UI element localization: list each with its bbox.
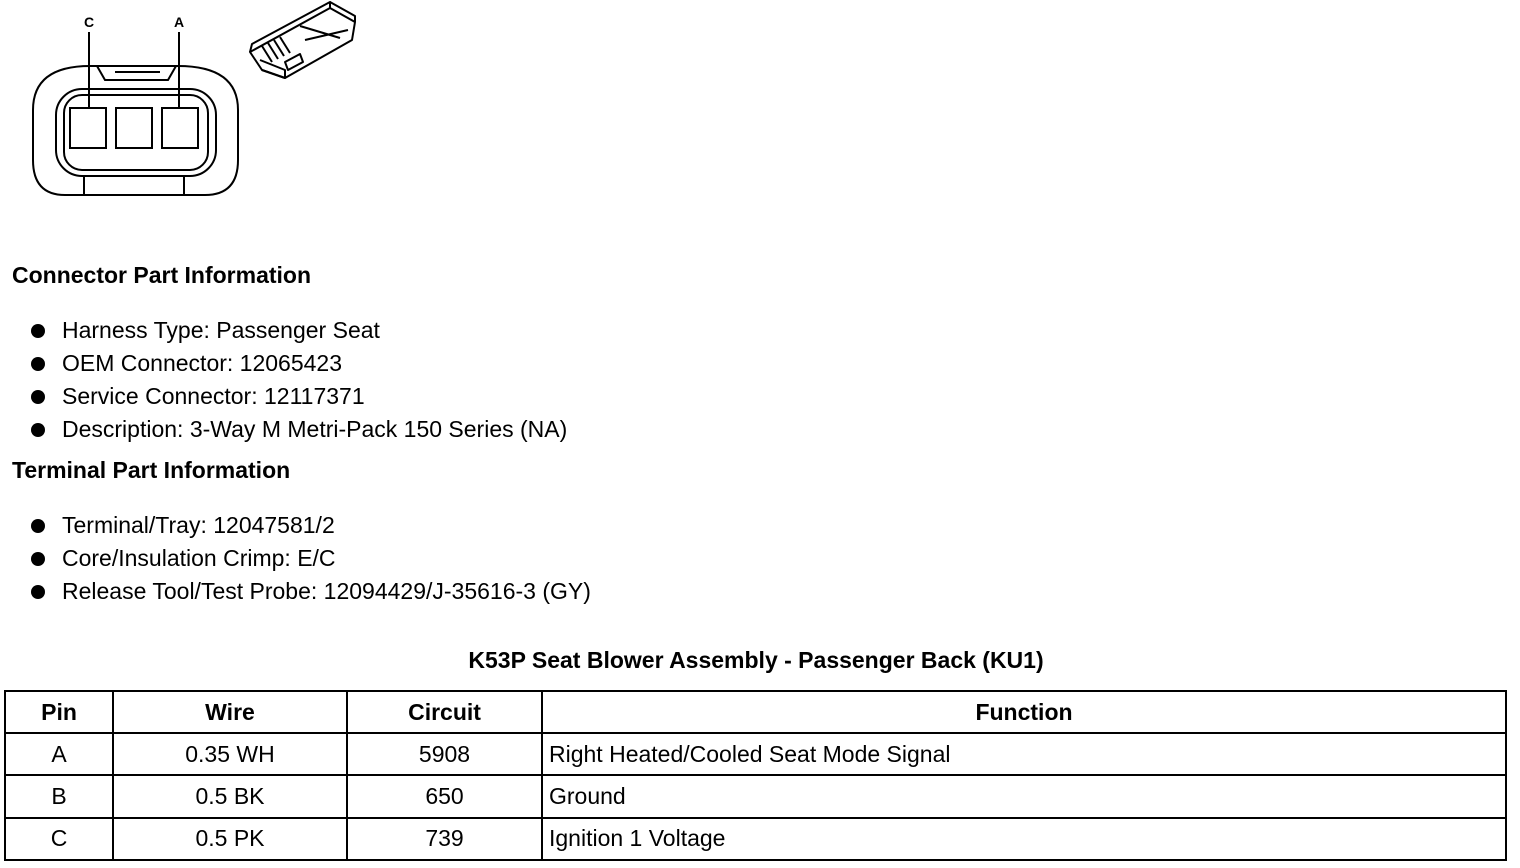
connector-part-info-list — [30, 314, 567, 446]
list-item: Core/Insulation Crimp: E/C — [30, 542, 591, 575]
pin-table — [4, 690, 1507, 861]
list-item: Description: 3-Way M Metri-Pack 150 Series (NA) — [30, 413, 567, 446]
terminal-part-info-list — [30, 509, 591, 608]
bullet-icon — [31, 390, 45, 404]
cell-circuit: 5908 — [347, 733, 542, 775]
bullet-icon — [31, 357, 45, 371]
bullet-icon — [31, 552, 45, 566]
column-header-wire: Wire — [113, 691, 347, 733]
pin-label-a: A — [174, 14, 185, 30]
column-header-pin: Pin — [5, 691, 113, 733]
cell-pin: C — [5, 818, 113, 860]
table-row — [5, 775, 1506, 817]
bullet-icon — [31, 324, 45, 338]
cell-wire: 0.5 PK — [113, 818, 347, 860]
table-row — [5, 818, 1506, 860]
connector-face-view — [33, 32, 238, 195]
cell-wire: 0.35 WH — [113, 733, 347, 775]
column-header-circuit: Circuit — [347, 691, 542, 733]
pin-label-c: C — [84, 14, 95, 30]
cell-circuit: 650 — [347, 775, 542, 817]
cell-pin: B — [5, 775, 113, 817]
connector-diagram — [0, 0, 380, 215]
list-item: Terminal/Tray: 12047581/2 — [30, 509, 591, 542]
cell-function: Ground — [542, 775, 1506, 817]
list-item: Harness Type: Passenger Seat — [30, 314, 567, 347]
cell-function: Ignition 1 Voltage — [542, 818, 1506, 860]
table-header-row — [5, 691, 1506, 733]
cavity-b — [116, 108, 152, 148]
bullet-icon — [31, 423, 45, 437]
column-header-function: Function — [542, 691, 1506, 733]
table-row — [5, 733, 1506, 775]
list-item: Release Tool/Test Probe: 12094429/J-35616-3 (GY) — [30, 575, 591, 608]
terminal-part-info-heading: Terminal Part Information — [12, 457, 291, 483]
pin-table-title: K53P Seat Blower Assembly - Passenger Back (KU1) — [468, 647, 1044, 673]
bullet-icon — [31, 585, 45, 599]
list-item: Service Connector: 12117371 — [30, 380, 567, 413]
cavity-a — [162, 108, 198, 148]
connector-part-info-heading: Connector Part Information — [12, 262, 312, 288]
cell-function: Right Heated/Cooled Seat Mode Signal — [542, 733, 1506, 775]
cell-wire: 0.5 BK — [113, 775, 347, 817]
bullet-icon — [31, 519, 45, 533]
connector-isometric-view — [250, 2, 355, 78]
cell-circuit: 739 — [347, 818, 542, 860]
cell-pin: A — [5, 733, 113, 775]
cavity-c — [70, 108, 106, 148]
list-item: OEM Connector: 12065423 — [30, 347, 567, 380]
